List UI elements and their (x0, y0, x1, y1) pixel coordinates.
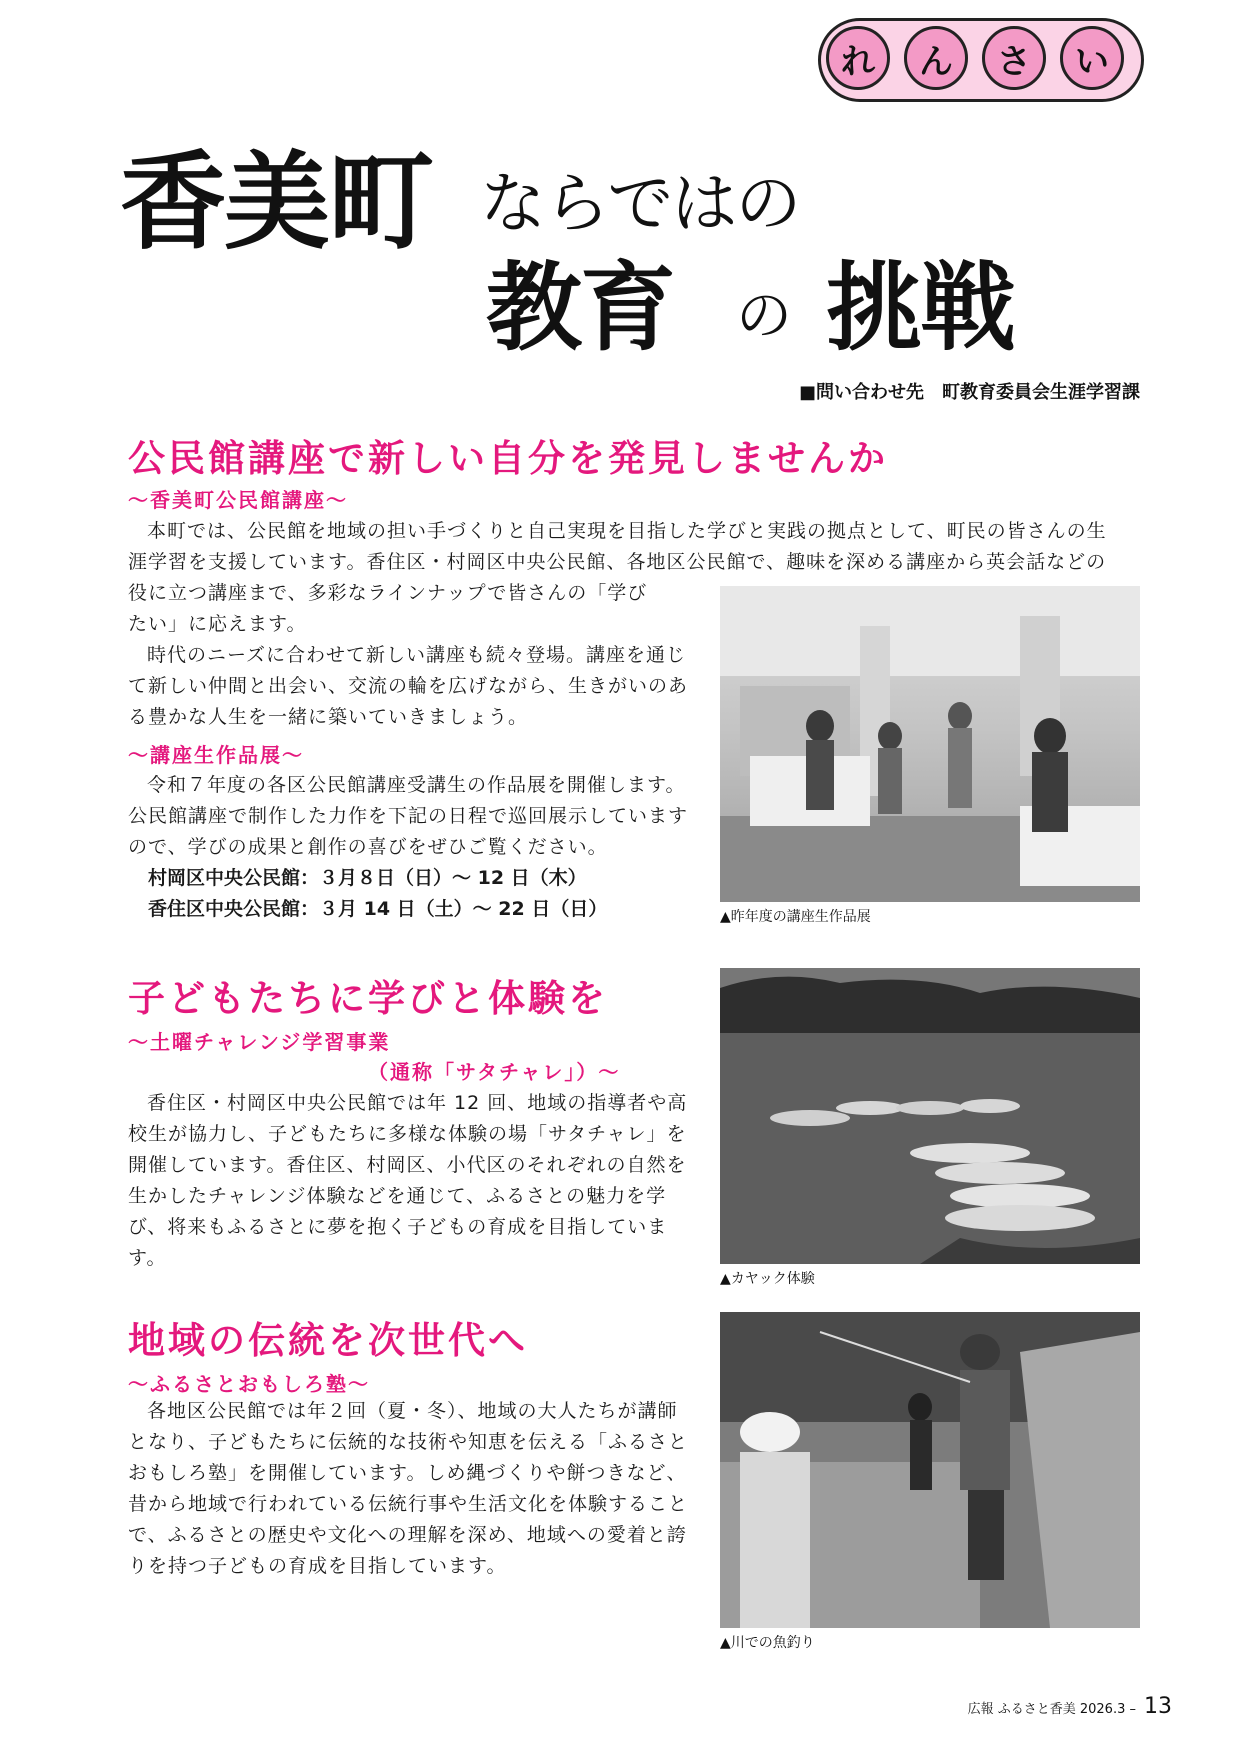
section2-title: 子どもたちに学びと体験を (128, 976, 608, 1020)
section1-intro (128, 516, 1140, 578)
kayak-photo (720, 968, 1140, 1264)
title-part1: 香美町 (120, 141, 432, 264)
section1-para3: 令和７年度の各区公民館講座受講生の作品展を開催します。公民館講座で制作した力作を下記の日程で巡回展示していますので、学びの成果と創作の喜びをぜひご覧ください。 (128, 774, 689, 858)
section1-para2: 時代のニーズに合わせて新しい講座も続々登場。講座を通じて新しい仲間と出会い、交流の輪を広げながら、生きがいのある豊かな人生を一緒に築いていきましょう。 (128, 644, 689, 728)
badge-char-1: れ (826, 26, 890, 90)
section1-body (128, 578, 700, 925)
page-footer (968, 1694, 1172, 1719)
page-number: 13 (1144, 1694, 1172, 1719)
section1-title: 公民館講座で新しい自分を発見しませんか (128, 436, 888, 480)
schedule-kasumi: 香住区中央公民館：３月 14 日（土）～ 22 日（日） (148, 898, 608, 920)
title-part2: ならではの (480, 165, 800, 242)
badge-char-3: さ (982, 26, 1046, 90)
title-part3: 教育 (486, 252, 674, 364)
section3-para: 各地区公民館では年２回（夏・冬）、地域の大人たちが講師となり、子どもたちに伝統的な技術や知恵を伝える「ふるさとおもしろ塾」を開催しています。しめ縄づくりや餅つきなど、昔から地域で行われている伝統行事や生活文化を体験することで、ふるさとの歴史や文化への理解を深め、地域への愛着と誇りを持つ子どもの育成を目指しています。 (128, 1400, 689, 1577)
section1-para1-line4: たい」に応えます。 (128, 613, 307, 635)
section2-para: 香住区・村岡区中央公民館では年 12 回、地域の指導者や高校生が協力し、子どもたちに多様な体験の場「サタチャレ」を開催しています。香住区、村岡区、小代区のそれぞれの自然を生かしたチャレンジ体験などを通じて、ふるさとの魅力を学び、将来もふるさとに夢を抱く子どもの育成を目指しています。 (128, 1092, 688, 1269)
section2-body (128, 1088, 688, 1274)
exhibition-photo (720, 586, 1140, 902)
exhibition-illustration (720, 586, 1140, 902)
badge-char-4: い (1060, 26, 1124, 90)
section3-title: 地域の伝統を次世代へ (128, 1318, 528, 1362)
publication-name: 広報 ふるさと香美 2026.3 – (967, 1702, 1136, 1717)
fishing-photo (720, 1312, 1140, 1628)
fishing-illustration (720, 1312, 1140, 1628)
section1-para1-line3: 役に立つ講座まで、多彩なラインナップで皆さんの「学び (128, 582, 648, 604)
contact-info: ■問い合わせ先 町教育委員会生涯学習課 (798, 382, 1140, 403)
kayak-illustration (720, 968, 1140, 1264)
section1-subtitle: ～香美町公民館講座～ (128, 488, 348, 512)
title-part5: 挑戦 (826, 252, 1014, 364)
section2-subtitle-line2: （通称「サタチャレ」）～ (368, 1060, 621, 1084)
section1-para1-line2: 涯学習を支援しています。香住区・村岡区中央公民館、各地区公民館で、趣味を深める講座から英会話などの (128, 551, 1107, 573)
section3-subtitle: ～ふるさとおもしろ塾～ (128, 1372, 370, 1396)
section1-para1-line1: 本町では、公民館を地域の担い手づくりと自己実現を目指した学びと実践の拠点として、町民の皆さんの生 (147, 520, 1107, 542)
schedule-muraoka: 村岡区中央公民館：３月８日（日）～ 12 日（木） (148, 867, 587, 889)
badge-char-2: ん (904, 26, 968, 90)
title-part4: の (736, 284, 790, 349)
exhibition-photo-caption: ▲昨年度の講座生作品展 (720, 909, 871, 925)
kayak-photo-caption: ▲カヤック体験 (720, 1271, 815, 1287)
fishing-photo-caption: ▲川での魚釣り (720, 1635, 815, 1651)
section1-subtitle2: ～講座生作品展～ (128, 743, 304, 767)
section2-subtitle-line1: ～土曜チャレンジ学習事業 (128, 1030, 391, 1054)
section3-body (128, 1396, 688, 1582)
